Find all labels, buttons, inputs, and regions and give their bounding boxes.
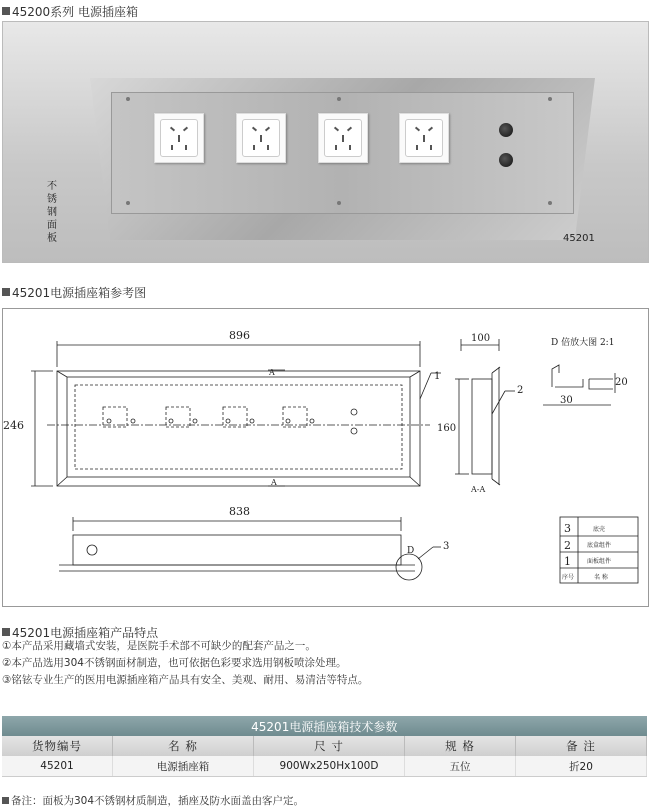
- photo-model-number: 45201: [563, 233, 595, 244]
- parts-name-1: 面板组件: [587, 558, 612, 565]
- parts-header-name: 名 称: [594, 574, 608, 581]
- section-title-features: 45201电源插座箱产品特点: [2, 624, 158, 641]
- dim-depth: 100: [471, 333, 491, 344]
- detail-label: D 倍放大图 2:1: [551, 338, 615, 348]
- spec-table: [2, 716, 647, 777]
- square-bullet-icon: [2, 628, 10, 636]
- screw: [548, 97, 552, 101]
- detail-dim-w: 30: [560, 395, 573, 406]
- section-label: A-A: [471, 485, 486, 494]
- dim-bottom: 838: [229, 505, 250, 518]
- square-bullet-icon: [2, 288, 10, 296]
- spec-header-spec: 规 格: [405, 736, 516, 756]
- parts-no-2: 2: [564, 539, 571, 552]
- spec-cell-note: 折20: [516, 756, 647, 777]
- power-outlet-icon: [236, 113, 286, 163]
- callout-2: 2: [517, 385, 524, 396]
- spec-cell-size: 900Wx250Hx100D: [254, 756, 405, 777]
- technical-drawing: [2, 308, 649, 607]
- parts-no-3: 3: [564, 522, 571, 535]
- power-outlet-icon: [318, 113, 368, 163]
- spec-header-note: 备 注: [516, 736, 647, 756]
- detail-dim-h: 20: [615, 377, 628, 388]
- feature-item: ②本产品选用304不锈钢面材制造，也可依据色彩要求选用钢板喷涂处理。: [2, 657, 347, 669]
- feature-list: [2, 638, 368, 689]
- spec-cell-name: 电源插座箱: [113, 756, 254, 777]
- product-photo: [2, 21, 649, 263]
- section-title-series: 45200系列 电源插座箱: [2, 3, 138, 20]
- feature-item: ③铭铉专业生产的医用电源插座箱产品具有安全、美观、耐用、易清洁等特点。: [2, 674, 369, 686]
- knob-icon: [499, 153, 513, 167]
- section-title-drawing: 45201电源插座箱参考图: [2, 284, 146, 301]
- dim-width: 896: [229, 329, 250, 342]
- screw: [337, 201, 341, 205]
- parts-no-1: 1: [564, 555, 571, 568]
- parts-header-no: 序号: [562, 574, 575, 581]
- section-mark-bottom: A: [271, 478, 277, 487]
- square-bullet-icon: [2, 797, 9, 804]
- feature-item: ①本产品采用藏墙式安装，是医院手术部不可缺少的配套产品之一。: [2, 640, 316, 652]
- section-mark-top: A: [269, 368, 275, 377]
- spec-table-title: 45201电源插座箱技术参数: [2, 716, 647, 736]
- detail-circle: [396, 554, 422, 580]
- dim-height: 246: [3, 419, 24, 432]
- power-outlet-icon: [399, 113, 449, 163]
- callout-3: 3: [443, 541, 450, 552]
- screw: [337, 97, 341, 101]
- power-outlet-icon: [154, 113, 204, 163]
- parts-name-3: 底壳: [593, 526, 606, 533]
- spec-header-name: 名 称: [113, 736, 254, 756]
- spec-cell-spec: 五位: [405, 756, 516, 777]
- bottom-view-outline: [73, 535, 401, 565]
- callout-1: 1: [434, 371, 441, 382]
- screw: [548, 201, 552, 205]
- spec-header-code: 货物编号: [2, 736, 113, 756]
- parts-name-2: 底盒组件: [587, 542, 612, 549]
- callout-d: D: [407, 546, 415, 556]
- drawing-svg: [3, 309, 648, 606]
- spec-cell-code: 45201: [2, 756, 113, 777]
- screw: [126, 97, 130, 101]
- square-bullet-icon: [2, 7, 10, 15]
- steel-panel: [111, 92, 574, 214]
- photo-label-steel-panel: 不锈钢面板: [47, 181, 57, 244]
- footer-note: 备注：面板为304不锈钢材质制造，插座及防水面盖由客户定。: [2, 793, 304, 808]
- knob-icon: [499, 123, 513, 137]
- side-view: [472, 379, 492, 474]
- screw: [126, 201, 130, 205]
- spec-header-size: 尺 寸: [254, 736, 405, 756]
- dim-side-height: 160: [437, 423, 457, 434]
